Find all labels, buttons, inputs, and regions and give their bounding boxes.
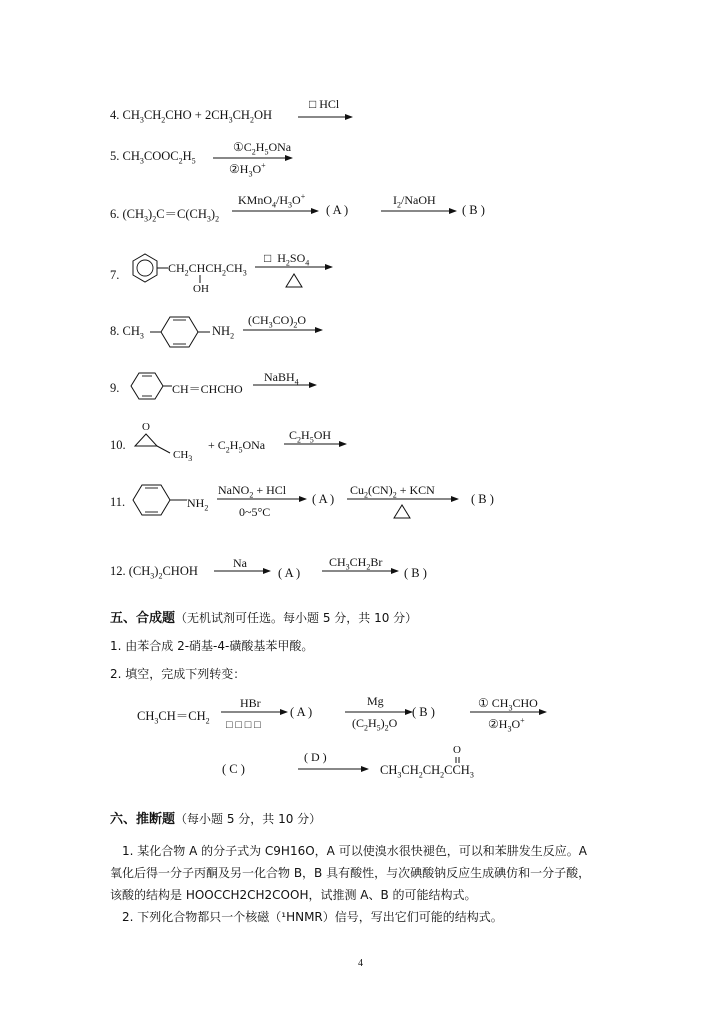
deduction-q1-line1: 1. 某化合物 A 的分子式为 C9H16O，A 可以使溴水很快褪色，可以和苯肼发生反应。A <box>122 844 587 858</box>
plus-reagent-p10: + $C_2H_5ONa$ <box>208 438 266 455</box>
problem-9-number: 9. <box>110 381 120 395</box>
methyl-p8: $CH_3$ <box>122 324 144 341</box>
scheme-c: ( C ) <box>222 762 245 776</box>
synthesis-q1: 1. 由苯合成 2-硝基-4-磺酸基苯甲酸。 <box>110 639 314 653</box>
reactant: $CH_3COOC_2H_5$ <box>122 149 196 166</box>
problem-12 <box>110 564 198 579</box>
reagent1-bottom-p11: 0~5°C <box>239 505 271 519</box>
amine-p11: $NH_2$ <box>187 496 209 513</box>
scheme-start: $CH_3CH=CH_2$ <box>137 709 210 726</box>
scheme-d: ( D ) <box>304 750 327 764</box>
product-a-p11: ( A ) <box>312 492 335 506</box>
product-b-p11: ( B ) <box>471 492 494 506</box>
reactant: $(CH_3)_2C=C(CH_3)_2$ <box>122 207 220 224</box>
reactant: $(CH_3)_2CHOH$ <box>128 564 198 581</box>
methyl-p10: $CH_3$ <box>173 449 193 464</box>
scheme-product-o: O <box>453 744 461 756</box>
section-5-heading <box>110 607 417 626</box>
reagent2-top-p11: $Cu_2(CN)_2$ + KCN <box>350 483 435 500</box>
scheme-hbr: HBr <box>240 696 261 710</box>
problem-10-number: 10. <box>110 438 126 452</box>
hydroxyl-p7: OH <box>193 283 209 295</box>
benzene-ring-p11 <box>133 485 170 515</box>
reagent1-p6: $KMnO_4/H_3O^+$ <box>238 192 306 210</box>
problem-8 <box>110 324 144 339</box>
deduction-q2: 2. 下列化合物都只一个核磁（¹HNMR）信号，写出它们可能的结构式。 <box>122 910 503 924</box>
reactants: $CH_3CH_2CHO + 2CH_3CH_2OH$ <box>122 108 272 125</box>
section-title: 五、合成题 <box>110 611 176 626</box>
problem-5 <box>110 149 196 164</box>
section-6-heading <box>110 808 321 827</box>
deduction-q1-line2: 氧化后得一分子丙酮及另一化合物 B，B 具有酸性，与次碘酸钠反应生成碘仿和一分子酸， <box>110 866 591 880</box>
product-a-p12: ( A ) <box>278 566 301 580</box>
problem-number: 4. <box>110 108 120 122</box>
scheme-a: ( A ) <box>290 705 313 719</box>
problem-number: 12. <box>110 564 126 578</box>
section-note: （无机试剂可任选。每小题 5 分，共 10 分） <box>175 611 418 625</box>
scheme-r3-top: ① $CH_3CHO$ <box>478 696 538 713</box>
problem-4 <box>110 108 272 123</box>
reagent2-p12: $CH_3CH_2Br$ <box>329 555 383 572</box>
reagent1-p12: Na <box>233 556 247 570</box>
section-title: 六、推断题 <box>110 812 176 827</box>
problem-number: 6. <box>110 207 120 221</box>
reagent-p10: $C_2H_5OH$ <box>289 428 332 445</box>
problem-11-number: 11. <box>110 495 126 509</box>
benzene-ring-p9 <box>131 373 163 399</box>
scheme-mg: Mg <box>367 694 384 708</box>
reagent-p4: □ HCl <box>309 97 340 111</box>
deduction-q1-line3: 该酸的结构是 HOOCCH2CH2COOH，试推测 A、B 的可能结构式。 <box>110 888 477 902</box>
reagent-p8: $(CH_3CO)_2O$ <box>248 313 307 330</box>
product-b-p12: ( B ) <box>404 566 427 580</box>
reagent-p7: □ $H_2SO_4$ <box>264 251 310 268</box>
substituent-p9: CH＝CHCHO <box>172 382 243 396</box>
reagent1-top-p11: NaNO$_2$ + HCl <box>218 483 287 500</box>
reagent-p9: NaBH$_4$ <box>264 370 299 387</box>
reagent2-p6: $I_2$/NaOH <box>393 193 436 210</box>
product-b-p6: ( B ) <box>462 203 485 217</box>
problem-number: 5. <box>110 149 120 163</box>
product-a-p6: ( A ) <box>326 203 349 217</box>
problem-6 <box>110 204 219 222</box>
scheme-hbr-below: □ □ □ □ <box>226 719 261 731</box>
epoxide-ring-p10 <box>135 434 157 446</box>
oxygen-p10: O <box>142 421 150 433</box>
reagent-top-p5: $①C_2H_5ONa$ <box>233 140 292 157</box>
substituent-p7: $CH_2CHCH_2CH_3$ <box>168 261 247 278</box>
scheme-ether: $(C_2H_5)_2O$ <box>352 716 398 733</box>
scheme-b: ( B ) <box>412 705 435 719</box>
reagent-bottom-p5: $②H_3O^+$ <box>229 161 266 179</box>
problem-number: 8. <box>110 324 120 338</box>
page-number: 4 <box>358 958 363 969</box>
scheme-r3-bottom: $②H_3O^+$ <box>488 716 525 734</box>
scheme-product: $CH_3CH_2CH_2CCH_3$ <box>380 763 474 780</box>
heat-triangle-p7 <box>286 274 302 287</box>
section-note: （每小题 5 分，共 10 分） <box>175 812 322 826</box>
amine-p8: $NH_2$ <box>212 324 235 341</box>
heat-triangle-p11 <box>394 505 410 518</box>
benzene-ring-p8 <box>161 317 198 347</box>
synthesis-q2: 2. 填空，完成下列转变： <box>110 667 246 681</box>
problem-7-number: 7. <box>110 268 120 282</box>
